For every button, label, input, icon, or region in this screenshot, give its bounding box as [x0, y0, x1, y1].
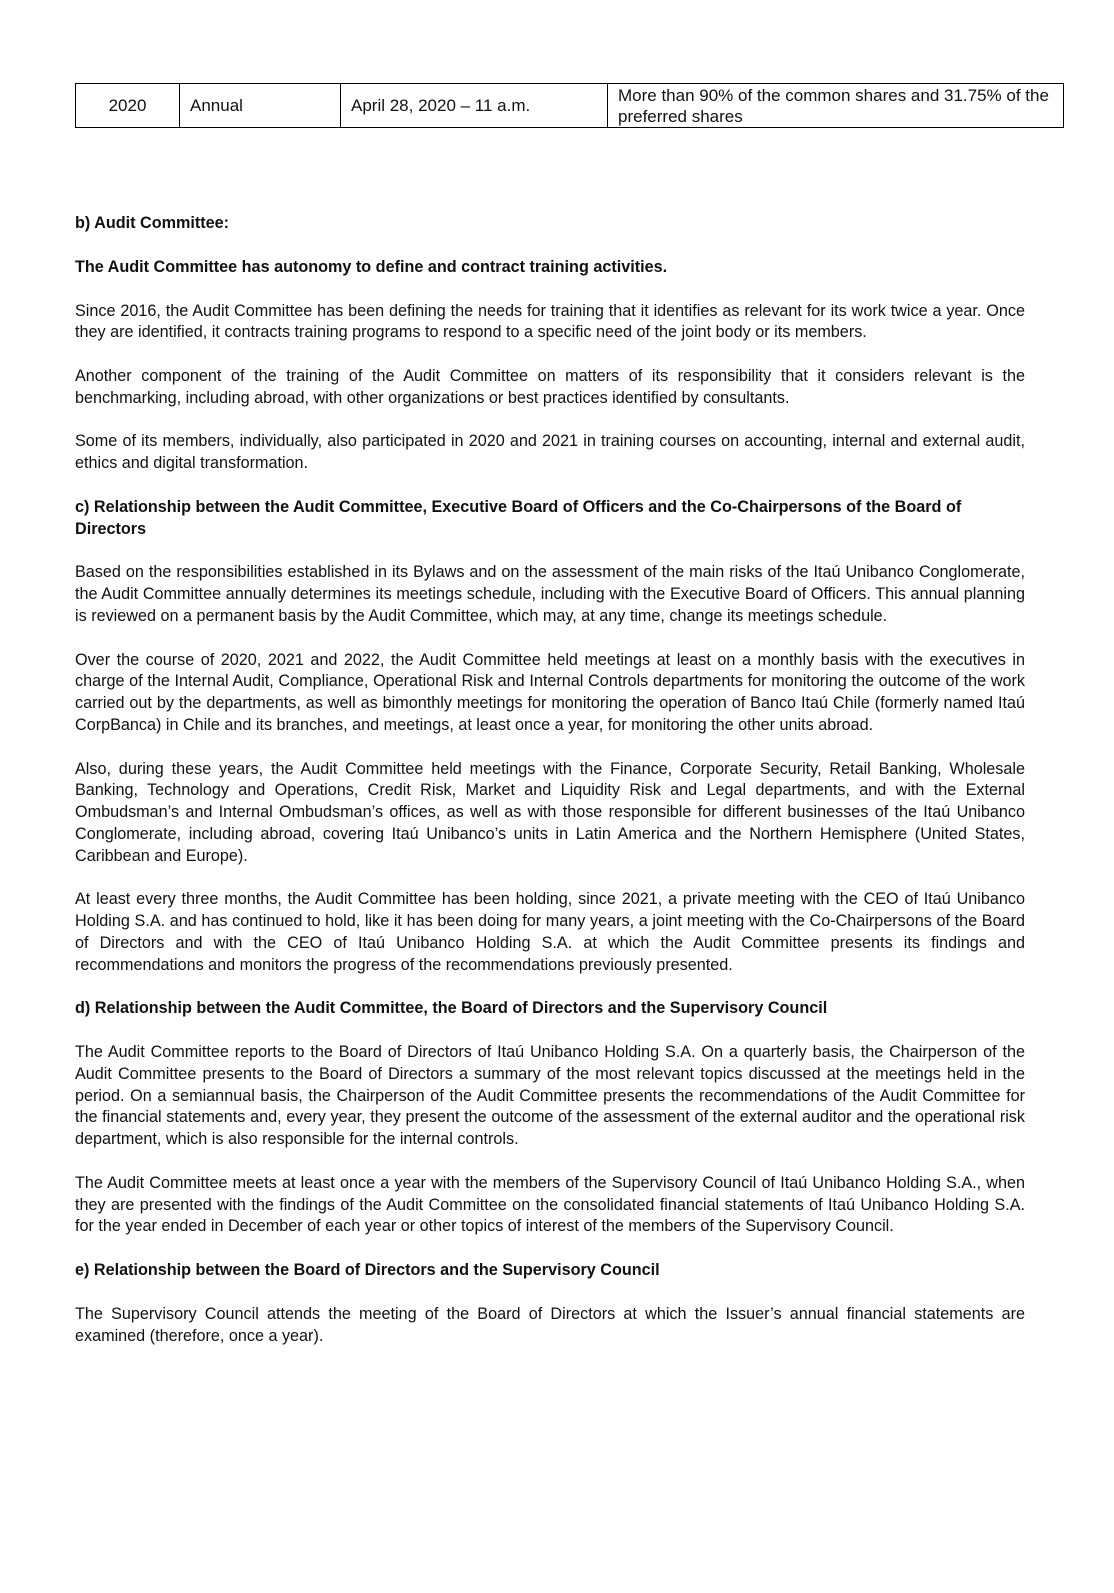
table-row: [76, 84, 1064, 128]
section-e-paragraph: The Supervisory Council attends the meeting of the Board of Directors at which the Issuer’s annual financial statements are examined (therefore, once a year).: [75, 1304, 1025, 1345]
section-c-heading: c) Relationship between the Audit Committee, Executive Board of Officers and the Co-Chairpersons of the Board of Directors: [75, 497, 962, 538]
section-d-paragraph: The Audit Committee reports to the Board of Directors of Itaú Unibanco Holding S.A. On a quarterly basis, the Chairperson of the Audit Committee presents to the Board of Directors a summary of the most relevant topics discussed at the meetings held in the period. On a semiannual basis, the Chairperson of the Audit Committee presents the recommendations of the Audit Committee for the financial statements and, every year, they present the outcome of the assessment of the external auditor and the operational risk department, which is also responsible for the internal controls.: [75, 1043, 1025, 1149]
section-b-paragraph: Another component of the training of the Audit Committee on matters of its responsibility that it considers relevant is the benchmarking, including abroad, with other organizations or best practices identified by consultants.: [75, 366, 1025, 407]
table-cell-type: Annual: [180, 84, 341, 128]
section-d-paragraph: The Audit Committee meets at least once a year with the members of the Supervisory Council of Itaú Unibanco Holding S.A., when they are presented with the findings of the Audit Committee on the consolidated financial statements of Itaú Unibanco Holding S.A. for the year ended in December of each year or other topics of interest of the members of the Supervisory Council.: [75, 1173, 1025, 1236]
document-body: [75, 213, 1025, 1369]
section-b-heading: b) Audit Committee:: [75, 214, 230, 232]
table-cell-date: April 28, 2020 – 11 a.m.: [341, 84, 608, 128]
section-e-heading: e) Relationship between the Board of Directors and the Supervisory Council: [75, 1261, 660, 1280]
section-b-paragraph: Some of its members, individually, also participated in 2020 and 2021 in training courses on accounting, internal and external audit, ethics and digital transformation.: [75, 432, 1025, 473]
section-c-paragraph: Based on the responsibilities established in its Bylaws and on the assessment of the main risks of the Itaú Unibanco Conglomerate, the Audit Committee annually determines its meetings schedule, including with the Executive Board of Officers. This annual planning is reviewed on a permanent basis by the Audit Committee, which may, at any time, change its meetings schedule.: [75, 563, 1025, 625]
section-b-paragraph: Since 2016, the Audit Committee has been defining the needs for training that it identifies as relevant for its work twice a year. Once they are identified, it contracts training programs to respond to a specific need of the joint body or its members.: [75, 301, 1025, 342]
section-c-paragraph: At least every three months, the Audit Committee has been holding, since 2021, a private meeting with the CEO of Itaú Unibanco Holding S.A. and has continued to hold, like it has been doing for many years, a joint meeting with the Co-Chairpersons of the Board of Directors and with the CEO of Itaú Unibanco Holding S.A. at which the Audit Committee presents its findings and recommendations and monitors the progress of the recommendations previously presented.: [75, 890, 1025, 974]
table-cell-year: 2020: [76, 84, 180, 128]
meetings-table: [75, 83, 1064, 128]
table-cell-quorum: More than 90% of the common shares and 31.75% of the preferred shares: [608, 84, 1064, 128]
section-c-paragraph: Also, during these years, the Audit Committee held meetings with the Finance, Corporate Security, Retail Banking, Wholesale Banking, Technology and Operations, Credit Risk, Market and Liquidity Risk and Legal departments, and with the External Ombudsman’s and Internal Ombudsman’s offices, as well as with those responsible for different businesses of the Itaú Unibanco Conglomerate, including abroad, covering Itaú Unibanco’s units in Latin America and the Northern Hemisphere (United States, Caribbean and Europe).: [75, 759, 1025, 865]
section-d-heading: d) Relationship between the Audit Committee, the Board of Directors and the Supervisory Council: [75, 999, 828, 1018]
section-c-paragraph: Over the course of 2020, 2021 and 2022, the Audit Committee held meetings at least on a monthly basis with the executives in charge of the Internal Audit, Compliance, Operational Risk and Internal Controls departments for monitoring the outcome of the work carried out by the departments, as well as bimonthly meetings for monitoring the operation of Banco Itaú Chile (formerly named Itaú CorpBanca) in Chile and its branches, and meetings, at least once a year, for monitoring the other units abroad.: [75, 650, 1025, 734]
section-b-lead: The Audit Committee has autonomy to define and contract training activities.: [75, 257, 668, 276]
